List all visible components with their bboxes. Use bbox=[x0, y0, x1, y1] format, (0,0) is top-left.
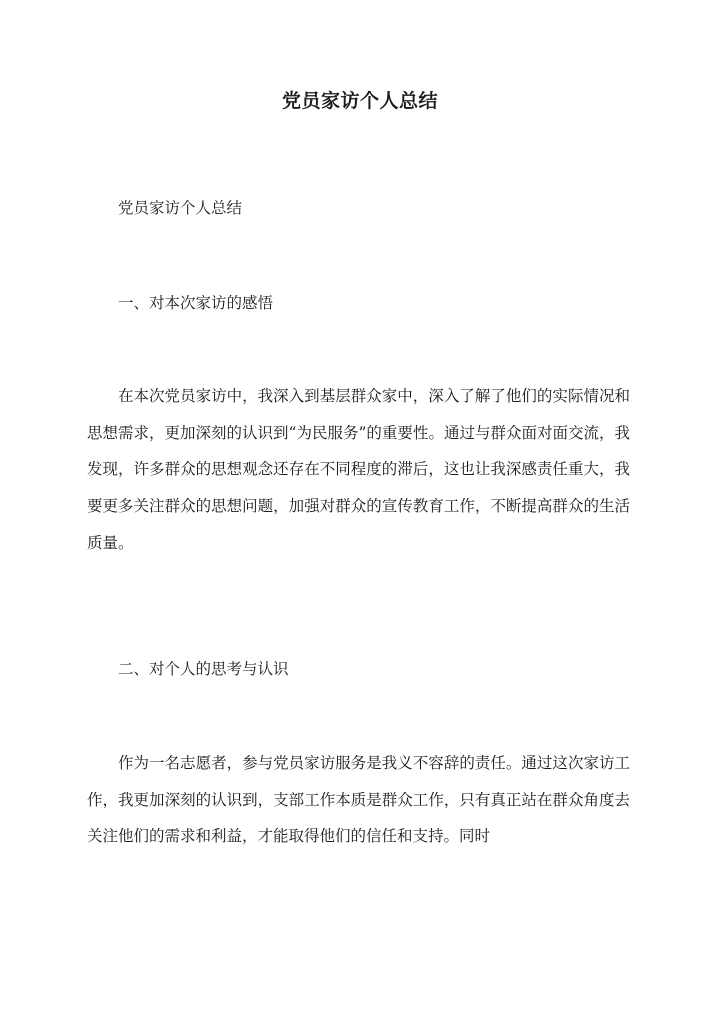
document-title: 党员家访个人总结 bbox=[281, 90, 438, 112]
document-subtitle: 党员家访个人总结 bbox=[118, 199, 243, 217]
section-heading-1: 一、对本次家访的感悟 bbox=[118, 294, 274, 312]
section-heading-2: 二、对个人的思考与认识 bbox=[118, 660, 289, 678]
section-body-2: 作为一名志愿者，参与党员家访服务是我义不容辞的责任。通过这次家访工作，我更加深刻的认识到，支部工作本质是群众工作，只有真正站在群众角度去关注他们的需求和利益，才能取得他们的信任和支持。同时 bbox=[87, 754, 630, 846]
section-body-1: 在本次党员家访中，我深入到基层群众家中，深入了解了他们的实际情况和思想需求，更加深刻的认识到“为民服务”的重要性。通过与群众面对面交流，我发现，许多群众的思想观念还存在不同程度的滞后，这也让我深感责任重大，我要更多关注群众的思想问题，加强对群众的宣传教育工作，不断提高群众的生活质量。 bbox=[87, 387, 630, 552]
